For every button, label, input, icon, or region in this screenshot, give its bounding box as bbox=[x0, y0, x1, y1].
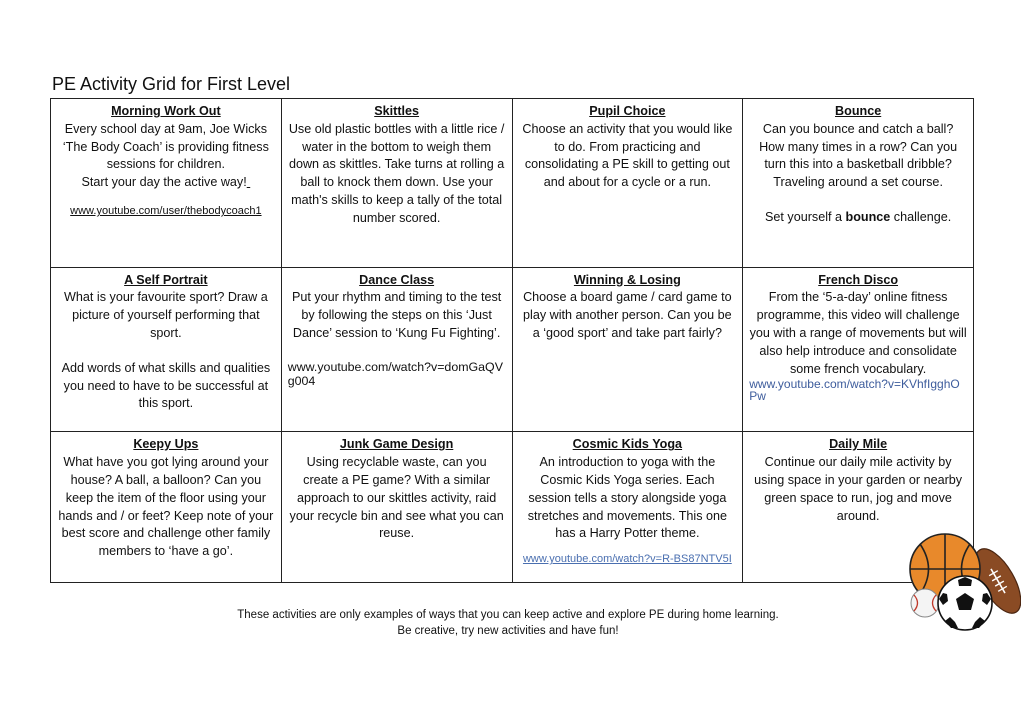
cell-heading: Cosmic Kids Yoga bbox=[572, 437, 683, 452]
cell-heading: Keepy Ups bbox=[133, 437, 199, 452]
cell-text: What have you got lying around your house? A ball, a balloon? Can you keep the item of the floor using your hands and / or feet? Keep note of your best score and challenge other family members to ‘have a go’. bbox=[58, 455, 274, 559]
grid-row bbox=[51, 432, 974, 583]
cell-french-disco bbox=[743, 267, 974, 432]
cell-winning-losing bbox=[512, 267, 743, 432]
cell-text: Add words of what skills and qualities you need to have to be successful at this sport. bbox=[61, 360, 271, 411]
cell-text: Put your rhythm and timing to the test by following the steps on this ‘Just Dance’ session to ‘Kung Fu Fighting’. bbox=[291, 290, 502, 341]
cell-heading: Daily Mile bbox=[829, 437, 888, 452]
baseball-icon bbox=[911, 589, 939, 617]
youtube-link[interactable]: www.youtube.com/user/thebodycoach1 bbox=[70, 204, 262, 217]
cell-text: Choose an activity that you would like to do. From practicing and consolidating a PE skill to getting out and about for a cycle or a run. bbox=[522, 121, 733, 190]
cell-dance-class bbox=[281, 267, 512, 432]
cell-text: Continue our daily mile activity by using space in your garden or nearby green space to run, jog and move around. bbox=[754, 455, 963, 523]
cell-heading: A Self Portrait bbox=[124, 272, 208, 287]
bold-word: bounce bbox=[845, 209, 891, 224]
cell-heading: Winning & Losing bbox=[573, 272, 681, 287]
footer-line: Be creative, try new activities and have fun! bbox=[397, 625, 619, 637]
cell-heading: Pupil Choice bbox=[589, 104, 666, 118]
cell-keepy-ups bbox=[51, 432, 282, 583]
cell-heading: Bounce bbox=[835, 104, 882, 118]
cell-skittles bbox=[281, 99, 512, 268]
grid-row bbox=[51, 99, 974, 268]
cell-bounce bbox=[743, 99, 974, 268]
sports-balls-decoration bbox=[905, 533, 1021, 633]
cell-heading: Dance Class bbox=[359, 272, 435, 287]
cell-morning-work-out bbox=[51, 99, 282, 268]
cell-text: From the ‘5-a-day’ online fitness programme, this video will challenge you with a range of movements but will also help introduce and consolidate some french vocabulary. bbox=[749, 290, 967, 376]
cell-junk-game-design bbox=[281, 432, 512, 583]
activity-grid bbox=[50, 98, 974, 583]
cell-heading: Junk Game Design bbox=[339, 437, 454, 452]
youtube-link[interactable]: www.youtube.com/watch?v=R-BS87NTV5I bbox=[522, 553, 732, 566]
youtube-link[interactable]: www.youtube.com/watch?v=KVhfIgghOPw bbox=[749, 377, 960, 404]
cell-text: Using recyclable waste, can you create a PE game? With a similar approach to our skittles activity, raid your recycle bin and see what you can reuse. bbox=[289, 455, 504, 541]
cell-pupil-choice bbox=[512, 99, 743, 268]
cell-text: Choose a board game / card game to play with another person. Can you be a ‘good sport’ and take part fairly? bbox=[523, 290, 732, 341]
footer-note bbox=[0, 607, 1016, 639]
cell-text: Every school day at 9am, Joe Wicks ‘The Body Coach’ is providing fitness sessions for children. bbox=[62, 121, 269, 172]
youtube-link[interactable]: www.youtube.com/watch?v=domGaQVg004 bbox=[287, 359, 503, 388]
cell-text: What is your favourite sport? Draw a picture of yourself performing that sport. bbox=[64, 290, 268, 341]
soccer-ball-icon bbox=[938, 576, 992, 630]
cell-cosmic-kids-yoga bbox=[512, 432, 743, 583]
cell-text: Set yourself a bounce challenge. bbox=[765, 209, 952, 224]
cell-heading: Morning Work Out bbox=[111, 104, 221, 118]
cell-heading: Skittles bbox=[374, 104, 420, 118]
cell-text: Can you bounce and catch a ball? How many times in a row? Can you turn this into a basketball dribble? Traveling around a set course. bbox=[759, 121, 958, 190]
cell-heading: French Disco bbox=[818, 272, 899, 287]
cell-text: An introduction to yoga with the Cosmic Kids Yoga series. Each session tells a story alongside yoga stretches and movements. This one has a Harry Potter theme. bbox=[527, 455, 728, 541]
page-title: PE Activity Grid for First Level bbox=[52, 74, 291, 94]
cell-self-portrait bbox=[51, 267, 282, 432]
footer-line: These activities are only examples of ways that you can keep active and explore PE during home learning. bbox=[237, 609, 779, 621]
cell-text: Start your day the active way! bbox=[81, 175, 247, 190]
cell-text: Use old plastic bottles with a little rice / water in the bottom to weigh them down as skittles. Take turns at rolling a ball to knock them down. Use your math's skills to keep a tally of the total number scored. bbox=[288, 121, 505, 225]
grid-row bbox=[51, 267, 974, 432]
